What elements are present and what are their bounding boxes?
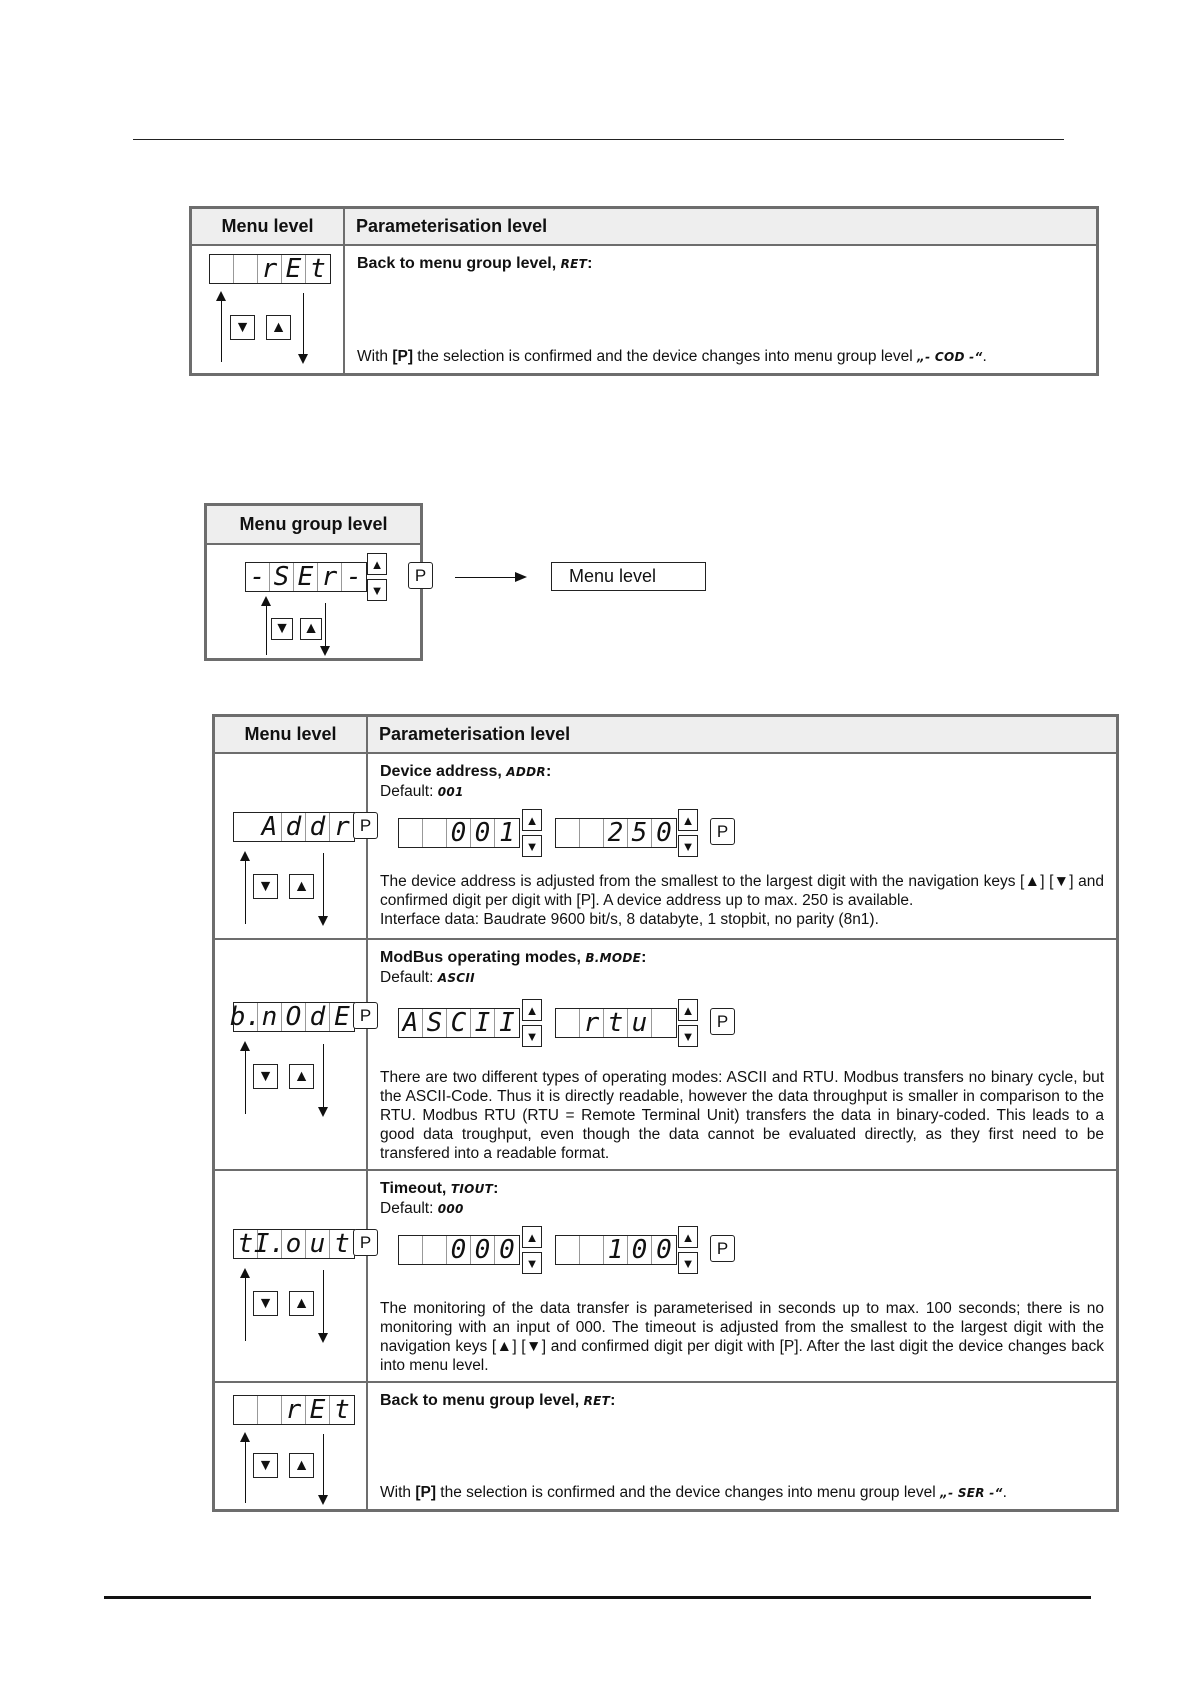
up-key-icon: ▲	[678, 1226, 698, 1248]
display-digit: A	[258, 813, 282, 841]
display-digit: 0	[471, 1236, 495, 1264]
down-arrow-line	[323, 853, 324, 917]
display-digit: r	[318, 563, 342, 591]
ret2-text: With [P] the selection is confirmed and the device changes into menu group level „- SER -“.	[380, 1484, 1007, 1501]
display-digit: u	[306, 1230, 330, 1258]
ret-text: With [P] the selection is confirmed and the device changes into menu group level „- COD -“.	[357, 348, 987, 365]
display-digit: d	[306, 1003, 330, 1031]
bmode-updown-keys-2	[678, 999, 698, 1047]
display-digit	[652, 1009, 676, 1037]
down-key-icon: ▼	[522, 1025, 542, 1047]
display-digit	[580, 819, 604, 847]
menu-cell-addr	[214, 753, 372, 939]
addr-value-row	[380, 802, 1104, 864]
display-digit: 0	[628, 1236, 652, 1264]
display-digit: 0	[656, 1235, 672, 1265]
display-digit: r	[334, 812, 350, 842]
display-digit: d	[282, 813, 306, 841]
display-digit: I.	[253, 1229, 286, 1259]
tiout-value-row	[380, 1219, 1104, 1281]
display-digit: 0	[447, 819, 471, 847]
tiout-updown-keys-1	[522, 1226, 542, 1274]
down-key-icon: ▼	[253, 1453, 278, 1478]
display-digit: 0	[656, 818, 672, 848]
display-digit	[556, 1009, 580, 1037]
display-digit: t	[604, 1009, 628, 1037]
down-key-icon: ▼	[522, 835, 542, 857]
display-digit: I	[471, 1009, 495, 1037]
display-digit: 0	[471, 819, 495, 847]
display-digit: b.	[229, 1002, 262, 1032]
bmode-updown-keys-1	[522, 999, 542, 1047]
display-digit: 2	[604, 819, 628, 847]
tiout-max-display	[555, 1235, 677, 1265]
display-digit: o	[282, 1230, 306, 1258]
addr-min-display	[398, 818, 520, 848]
display-digit	[423, 819, 447, 847]
ret-table	[189, 206, 1099, 376]
display-digit	[234, 255, 258, 283]
addr-updown-keys-1	[522, 809, 542, 857]
up-key-icon: ▲	[522, 809, 542, 831]
up-arrow-icon	[240, 851, 250, 861]
display-digit: A	[399, 1009, 423, 1037]
up-key-icon: ▲	[289, 1453, 314, 1478]
up-key-icon: ▲	[367, 553, 387, 575]
tiout-title: Timeout, TIOUT:	[380, 1180, 499, 1197]
menu-level-header: Menu level	[191, 208, 345, 246]
down-key-icon: ▼	[230, 315, 255, 340]
display-digit: n	[258, 1003, 282, 1031]
addr-updown-keys-2	[678, 809, 698, 857]
up-arrow-icon	[240, 1268, 250, 1278]
display-digit	[399, 1236, 423, 1264]
ret2-title: Back to menu group level, RET:	[380, 1392, 616, 1409]
ser-updown-keys	[367, 553, 387, 601]
tiout-min-display	[398, 1235, 520, 1265]
display-digit: S	[270, 563, 294, 591]
bmode-title: ModBus operating modes, B.MODE:	[380, 949, 647, 966]
parameterisation-level-header: Parameterisation level	[344, 208, 1098, 246]
param-cell-ret2	[367, 1382, 1118, 1511]
param-cell-tiout	[367, 1170, 1118, 1382]
up-arrow-line	[245, 1275, 246, 1341]
p-key-icon: P	[353, 1229, 378, 1256]
addr-text: The device address is adjusted from the smallest to the largest digit with the navigation keys [▲] [▼] and confirmed digit per digit with [P]. A device address up to max. 250 is available.	[380, 873, 1104, 909]
display-digit: 0	[447, 1236, 471, 1264]
p-key-icon: P	[710, 1235, 735, 1262]
up-arrow-icon	[240, 1432, 250, 1442]
display-digit: O	[282, 1003, 306, 1031]
down-key-icon: ▼	[678, 835, 698, 857]
param-cell-ret	[344, 245, 1098, 375]
menu-cell-bmode	[214, 939, 372, 1170]
down-key-icon: ▼	[367, 579, 387, 601]
p-key-icon: P	[710, 818, 735, 845]
down-arrow-line	[323, 1434, 324, 1496]
up-arrow-line	[266, 603, 267, 655]
display-digit: S	[423, 1009, 447, 1037]
display-digit: t	[310, 254, 326, 284]
up-key-icon: ▲	[289, 874, 314, 899]
up-key-icon: ▲	[300, 618, 322, 640]
ret-display	[209, 254, 331, 284]
down-arrow-line	[323, 1044, 324, 1108]
down-arrow-icon	[318, 916, 328, 926]
menu-level-target: Menu level	[551, 562, 706, 591]
bmode-display	[229, 1002, 355, 1032]
p-key-icon: P	[353, 1002, 378, 1029]
down-key-icon: ▼	[678, 1025, 698, 1047]
display-digit	[258, 1396, 282, 1424]
display-digit	[399, 819, 423, 847]
display-digit: u	[628, 1009, 652, 1037]
menu-level-header: Menu level	[214, 716, 368, 754]
tiout-text: The monitoring of the data transfer is parameterised in seconds up to max. 100 seconds; there is no monitoring with an input of 000. The timeout is adjusted from the smallest to the largest digit with the navigation keys [▲] [▼] and confirmed digit per digit with [P]. After the last digit the device changes back into menu level.	[380, 1300, 1104, 1374]
up-key-icon: ▲	[266, 315, 291, 340]
display-digit	[580, 1236, 604, 1264]
up-arrow-line	[245, 858, 246, 924]
ser-table	[212, 714, 1119, 1512]
footer-rule	[104, 1596, 1091, 1599]
display-digit: 0	[499, 1235, 515, 1265]
bmode-rtu-display	[555, 1008, 677, 1038]
display-digit: E	[282, 255, 306, 283]
tiout-updown-keys-2	[678, 1226, 698, 1274]
down-arrow-line	[323, 1270, 324, 1334]
display-digit	[234, 1396, 258, 1424]
display-digit: 5	[628, 819, 652, 847]
header-rule	[133, 139, 1064, 140]
display-digit: E	[306, 1396, 330, 1424]
down-arrow-line	[303, 293, 304, 355]
param-cell-addr	[367, 753, 1118, 939]
display-digit: E	[294, 563, 318, 591]
display-digit	[423, 1236, 447, 1264]
addr-display	[233, 812, 355, 842]
up-arrow-line	[221, 298, 222, 362]
up-arrow-line	[245, 1439, 246, 1503]
addr-interface-text: Interface data: Baudrate 9600 bit/s, 8 databyte, 1 stopbit, no parity (8n1).	[380, 911, 879, 928]
p-key-icon: P	[353, 812, 378, 839]
up-key-icon: ▲	[678, 809, 698, 831]
display-digit: r	[258, 255, 282, 283]
parameterisation-level-header: Parameterisation level	[367, 716, 1118, 754]
bmode-ascii-display	[398, 1008, 520, 1038]
up-key-icon: ▲	[289, 1064, 314, 1089]
up-key-icon: ▲	[522, 999, 542, 1021]
display-digit	[234, 813, 258, 841]
addr-max-display	[555, 818, 677, 848]
ret-title: Back to menu group level, RET:	[357, 255, 593, 272]
down-arrow-line	[325, 603, 326, 647]
menu-cell-ret2	[214, 1382, 368, 1511]
display-digit	[556, 1236, 580, 1264]
display-digit: r	[282, 1396, 306, 1424]
bmode-text: There are two different types of operating modes: ASCII and RTU. Modbus transfers no binary cycle, but the ASCII-Code. Thus it is directly readable, however the data throughput is smaller in comparison to the RTU. Modbus RTU (RTU = Remote Terminal Unit) transfers the data in binary-coded. This leads to a good data troughput, even though the data cannot be evaluated directly, as they first need to be transfered into a readable format.	[380, 1069, 1104, 1162]
up-key-icon: ▲	[522, 1226, 542, 1248]
down-arrow-icon	[318, 1495, 328, 1505]
display-digit	[210, 255, 234, 283]
bmode-value-row	[380, 988, 1104, 1054]
down-key-icon: ▼	[253, 1291, 278, 1316]
down-key-icon: ▼	[253, 874, 278, 899]
display-digit: t	[334, 1395, 350, 1425]
p-key-icon: P	[710, 1008, 735, 1035]
down-arrow-icon	[318, 1333, 328, 1343]
display-digit: -	[246, 563, 270, 591]
display-digit: t	[334, 1229, 350, 1259]
param-cell-bmode	[367, 939, 1118, 1170]
arrow-to-menu-level	[455, 577, 517, 578]
ser-display	[245, 562, 367, 592]
down-key-icon: ▼	[678, 1252, 698, 1274]
display-digit: d	[306, 813, 330, 841]
display-digit: -	[346, 562, 362, 592]
menu-cell-tiout	[214, 1170, 372, 1382]
up-key-icon: ▲	[289, 1291, 314, 1316]
down-arrow-icon	[320, 646, 330, 656]
menu-cell-ret	[191, 245, 345, 375]
arrow-right-icon	[515, 572, 527, 582]
addr-default: Default: 001	[380, 783, 464, 800]
display-digit: C	[447, 1009, 471, 1037]
tiout-default: Default: 000	[380, 1200, 464, 1217]
down-key-icon: ▼	[253, 1064, 278, 1089]
up-arrow-icon	[261, 596, 271, 606]
up-arrow-line	[245, 1048, 246, 1114]
display-digit: 1	[499, 818, 515, 848]
display-digit: r	[580, 1009, 604, 1037]
up-arrow-icon	[240, 1041, 250, 1051]
up-arrow-icon	[216, 291, 226, 301]
display-digit: t	[234, 1230, 258, 1258]
down-arrow-icon	[298, 354, 308, 364]
addr-title: Device address, ADDR:	[380, 763, 552, 780]
menu-group-box	[204, 503, 423, 661]
tiout-display	[233, 1229, 355, 1259]
p-key-icon: P	[408, 562, 433, 589]
display-digit: 1	[604, 1236, 628, 1264]
ret2-display	[233, 1395, 355, 1425]
down-key-icon: ▼	[522, 1252, 542, 1274]
up-key-icon: ▲	[678, 999, 698, 1021]
down-key-icon: ▼	[271, 618, 293, 640]
display-digit: I	[499, 1008, 515, 1038]
menu-group-header: Menu group level	[207, 506, 420, 545]
down-arrow-icon	[318, 1107, 328, 1117]
display-digit	[556, 819, 580, 847]
bmode-default: Default: ASCII	[380, 969, 475, 986]
display-digit: E	[334, 1002, 350, 1032]
